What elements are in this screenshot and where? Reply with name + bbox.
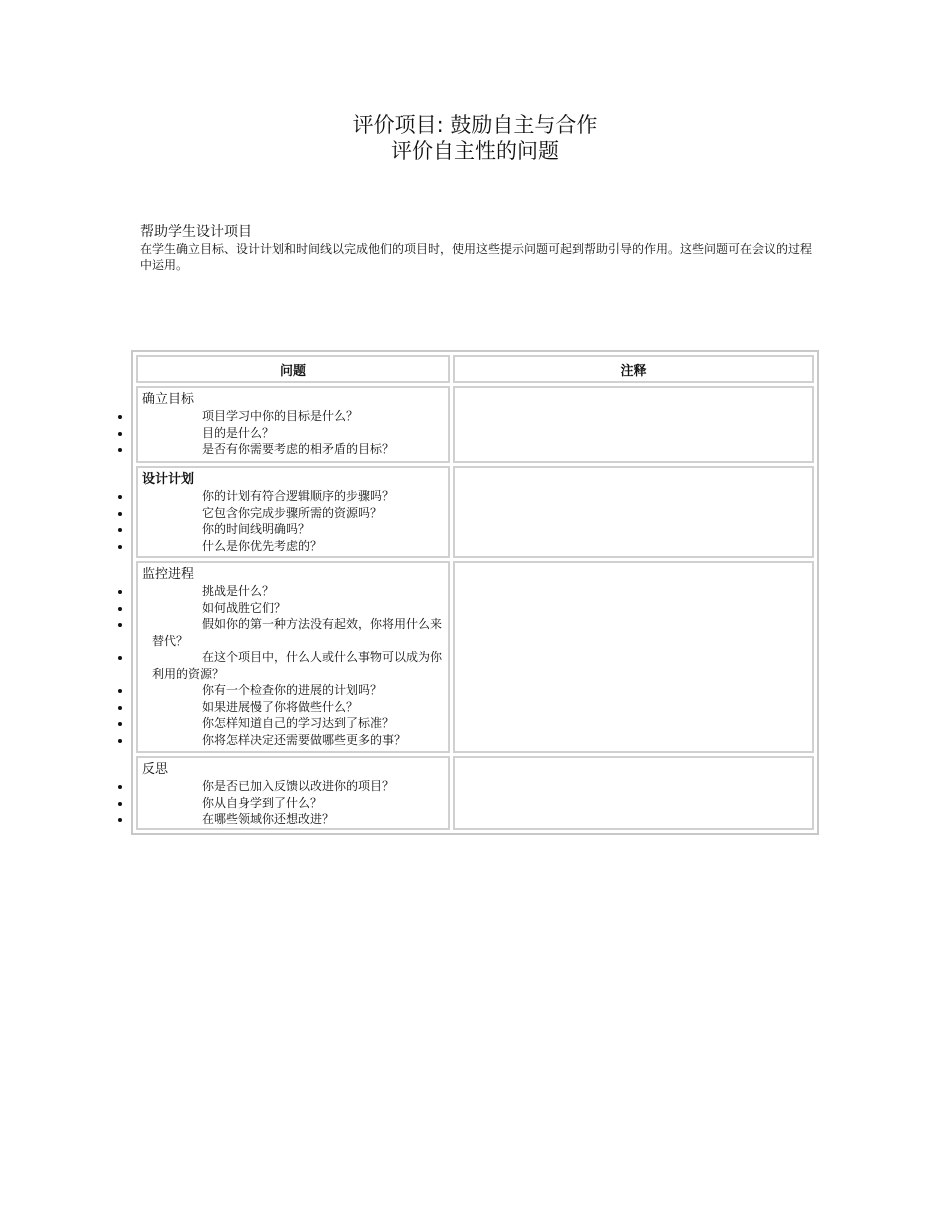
page-title (0, 112, 950, 164)
question-list (138, 488, 448, 554)
questions-table (131, 350, 819, 835)
list-item: • 什么是你优先考虑的？ (132, 538, 448, 555)
section-title: 设计计划 (142, 472, 195, 487)
intro-text: 在学生确立目标、设计计划和时间线以完成他们的项目时，使用这些提示问题可起到帮助引导的作用。这些问题可在会议的过程中运用。 (140, 242, 813, 272)
table-row (136, 386, 814, 463)
title-line-1: 评价项目: 鼓励自主与合作 (352, 113, 598, 137)
column-header-questions: 问题 (136, 355, 450, 383)
questions-cell (136, 561, 450, 753)
list-item: • 你有一个检查你的进展的计划吗？ (132, 682, 448, 699)
list-item: • 你是否已加入反馈以改进你的项目？ (132, 778, 448, 795)
questions-cell (136, 756, 450, 830)
list-item: • 在这个项目中，什么人或什么事物可以成为你利用的资源？ (132, 649, 448, 682)
list-item: • 目的是什么？ (132, 425, 448, 442)
table-header-row (136, 355, 814, 383)
question-list (138, 778, 448, 828)
title-line-2: 评价自主性的问题 (391, 139, 559, 163)
section-title: 确立目标 (142, 392, 195, 407)
list-item: • 项目学习中你的目标是什么？ (132, 408, 448, 425)
section-title: 反思 (142, 762, 169, 777)
list-item: • 你将怎样决定还需要做哪些更多的事？ (132, 732, 448, 749)
list-item: • 你怎样知道自己的学习达到了标准？ (132, 715, 448, 732)
list-item: • 在哪些领域你还想改进？ (132, 811, 448, 828)
column-header-notes: 注释 (453, 355, 814, 383)
list-item: • 如何战胜它们？ (132, 600, 448, 617)
list-item: • 它包含你完成步骤所需的资源吗？ (132, 505, 448, 522)
notes-cell (453, 561, 814, 753)
table-row (136, 561, 814, 753)
list-item: • 假如你的第一种方法没有起效，你将用什么来替代？ (132, 616, 448, 649)
notes-cell (453, 386, 814, 463)
question-list (138, 583, 448, 748)
list-item: • 你从自身学到了什么？ (132, 795, 448, 812)
table-row (136, 756, 814, 830)
list-item: • 是否有你需要考虑的相矛盾的目标？ (132, 441, 448, 458)
intro-section (140, 223, 820, 273)
list-item: • 你的时间线明确吗？ (132, 521, 448, 538)
list-item: • 如果进展慢了你将做些什么？ (132, 699, 448, 716)
questions-cell (136, 386, 450, 463)
question-list (138, 408, 448, 458)
notes-cell (453, 466, 814, 558)
table-row (136, 466, 814, 558)
list-item: • 你的计划有符合逻辑顺序的步骤吗？ (132, 488, 448, 505)
notes-cell (453, 756, 814, 830)
questions-cell (136, 466, 450, 558)
list-item: • 挑战是什么？ (132, 583, 448, 600)
section-title: 监控进程 (142, 567, 195, 582)
intro-heading: 帮助学生设计项目 (140, 224, 252, 240)
